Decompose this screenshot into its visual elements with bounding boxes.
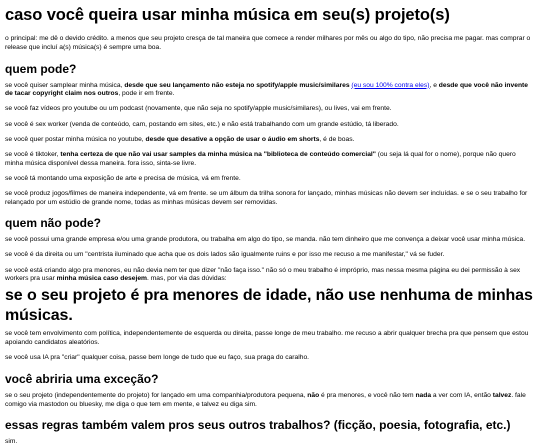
games-paragraph: se você produz jogos/filmes de maneira independente, vá em frente. se um álbum da trilha sonora for lançado, minhas músicas não devem ser incluídas. e se o seu trabalho for relançado por um estúdio de grande nome, todas as minhas músicas devem ser removidas. [5,189,528,206]
sampler-text-a: se você quiser samplear minha música, [5,81,125,89]
other-works-answer: sim. [5,438,18,446]
section-heading-other-works: essas regras também valem pros seus outros trabalhos? (ficção, poesia, fotografia, etc.) [5,418,511,433]
sampler-condition-1: desde que seu lançamento não esteja no spotify/apple music/similares [124,81,350,89]
sampler-text-f: , pode ir em frente. [118,90,175,98]
minors-paragraph [5,267,534,285]
exception-text-e: a ver com IA, então [431,391,493,399]
tiktok-text-a: se você é tiktoker, [5,150,61,158]
youtube-condition: desde que desative a opção de usar o áudio em shorts [145,135,320,143]
youtube-text-a: se você quer postar minha música no youtube, [5,135,146,143]
exception-text-a: se o seu projeto (independentemente do projeto) for lançado em uma companhia/produtora pequena, [5,391,308,399]
tiktok-condition: tenha certeza de que não vai usar samples da minha música na "biblioteca de conteúdo comercial" [60,150,376,158]
exception-text-c: é pra menores, e você não tem [319,391,416,399]
exception-bold-nao: não [307,391,320,399]
art-paragraph: se você tá montando uma exposição de arte e precisa de música, vá em frente. [5,174,241,182]
exception-bold-nada: nada [415,391,432,399]
company-paragraph: se você possui uma grande empresa e/ou uma grande produtora, ou trabalha em algo do tipo, se manda. não tem dinheiro que me convença a deixar você usar minha música. [5,236,526,244]
against-streaming-link[interactable]: (eu sou 100% contra eles) [351,81,430,89]
exception-paragraph [5,392,534,410]
exception-text-g: . fale comigo via mastodon ou bluesky, me diga o que tem em mente, e talvez eu diga sim. [5,391,526,408]
exception-bold-talvez: talvez [492,391,512,399]
minors-text-c: . mas, por via das dúvidas: [147,275,227,283]
sampler-text-d: , e [429,81,439,89]
minors-warning-heading: se o seu projeto é pra menores de idade, não use nenhuma de minhas músicas. [5,287,533,325]
politics-paragraph: se você tem envolvimento com política, independentemente de esquerda ou direita, passe longe de meu trabalho. me recuso a abrir qualquer brecha pra que pensem que estou apoiando candidatos aleatórios. [5,330,529,346]
section-heading-exception: você abriria uma exceção? [5,371,159,386]
tiktok-text-c: (ou seja lá qual for o nome), porque não quero minha música disponível dessa maneira. fora isso, sinta-se livre. [5,150,516,167]
sampler-paragraph [5,82,534,100]
minors-bold: minha música caso desejem [56,275,147,283]
minors-text-a: se você está criando algo pra menores, eu não devia nem ter que dizer "não faça isso." não só o meu trabalho é impróprio, mas nessa mesma página eu dei permissão à sex workers pra usar [5,266,521,283]
section-heading-can: quem pode? [5,61,77,76]
sexworker-paragraph: se você é sex worker (venda de conteúdo, cam, postando em sites, etc.) e não está trabalhando com um grande estúdio, tá liberado. [5,120,399,128]
page-title: caso você queira usar minha música em seu(s) projeto(s) [5,6,450,24]
intro-paragraph: o principal: me dê o devido crédito. a menos que seu projeto cresça de tal maneira que comece a render milhares por mês ou algo do tipo, não precisa me pagar. mas comprar o release que incluí a(s) música(s) é sempre uma boa. [5,35,531,51]
youtube-text-c: , é de boas. [319,135,355,143]
youtube-paragraph [5,136,534,145]
videos-paragraph: se você faz vídeos pro youtube ou um podcast (novamente, que não seja no spotify/apple music/similares), ou lives, vai em frente. [5,105,392,113]
tiktok-paragraph [5,151,534,169]
right-wing-paragraph: se você é da direita ou um "centrista iluminado que acha que os dois lados são igualmente ruins e por isso me recuso a me manifestar," vá se fuder. [5,251,445,259]
ai-paragraph: se você usa IA pra "criar" qualquer coisa, passe bem longe de tudo que eu faço, sua praga do caralho. [5,354,310,362]
sampler-condition-2: desde que você não invente de tacar copyright claim nos outros [5,81,528,98]
section-heading-cannot: quem não pode? [5,216,101,231]
